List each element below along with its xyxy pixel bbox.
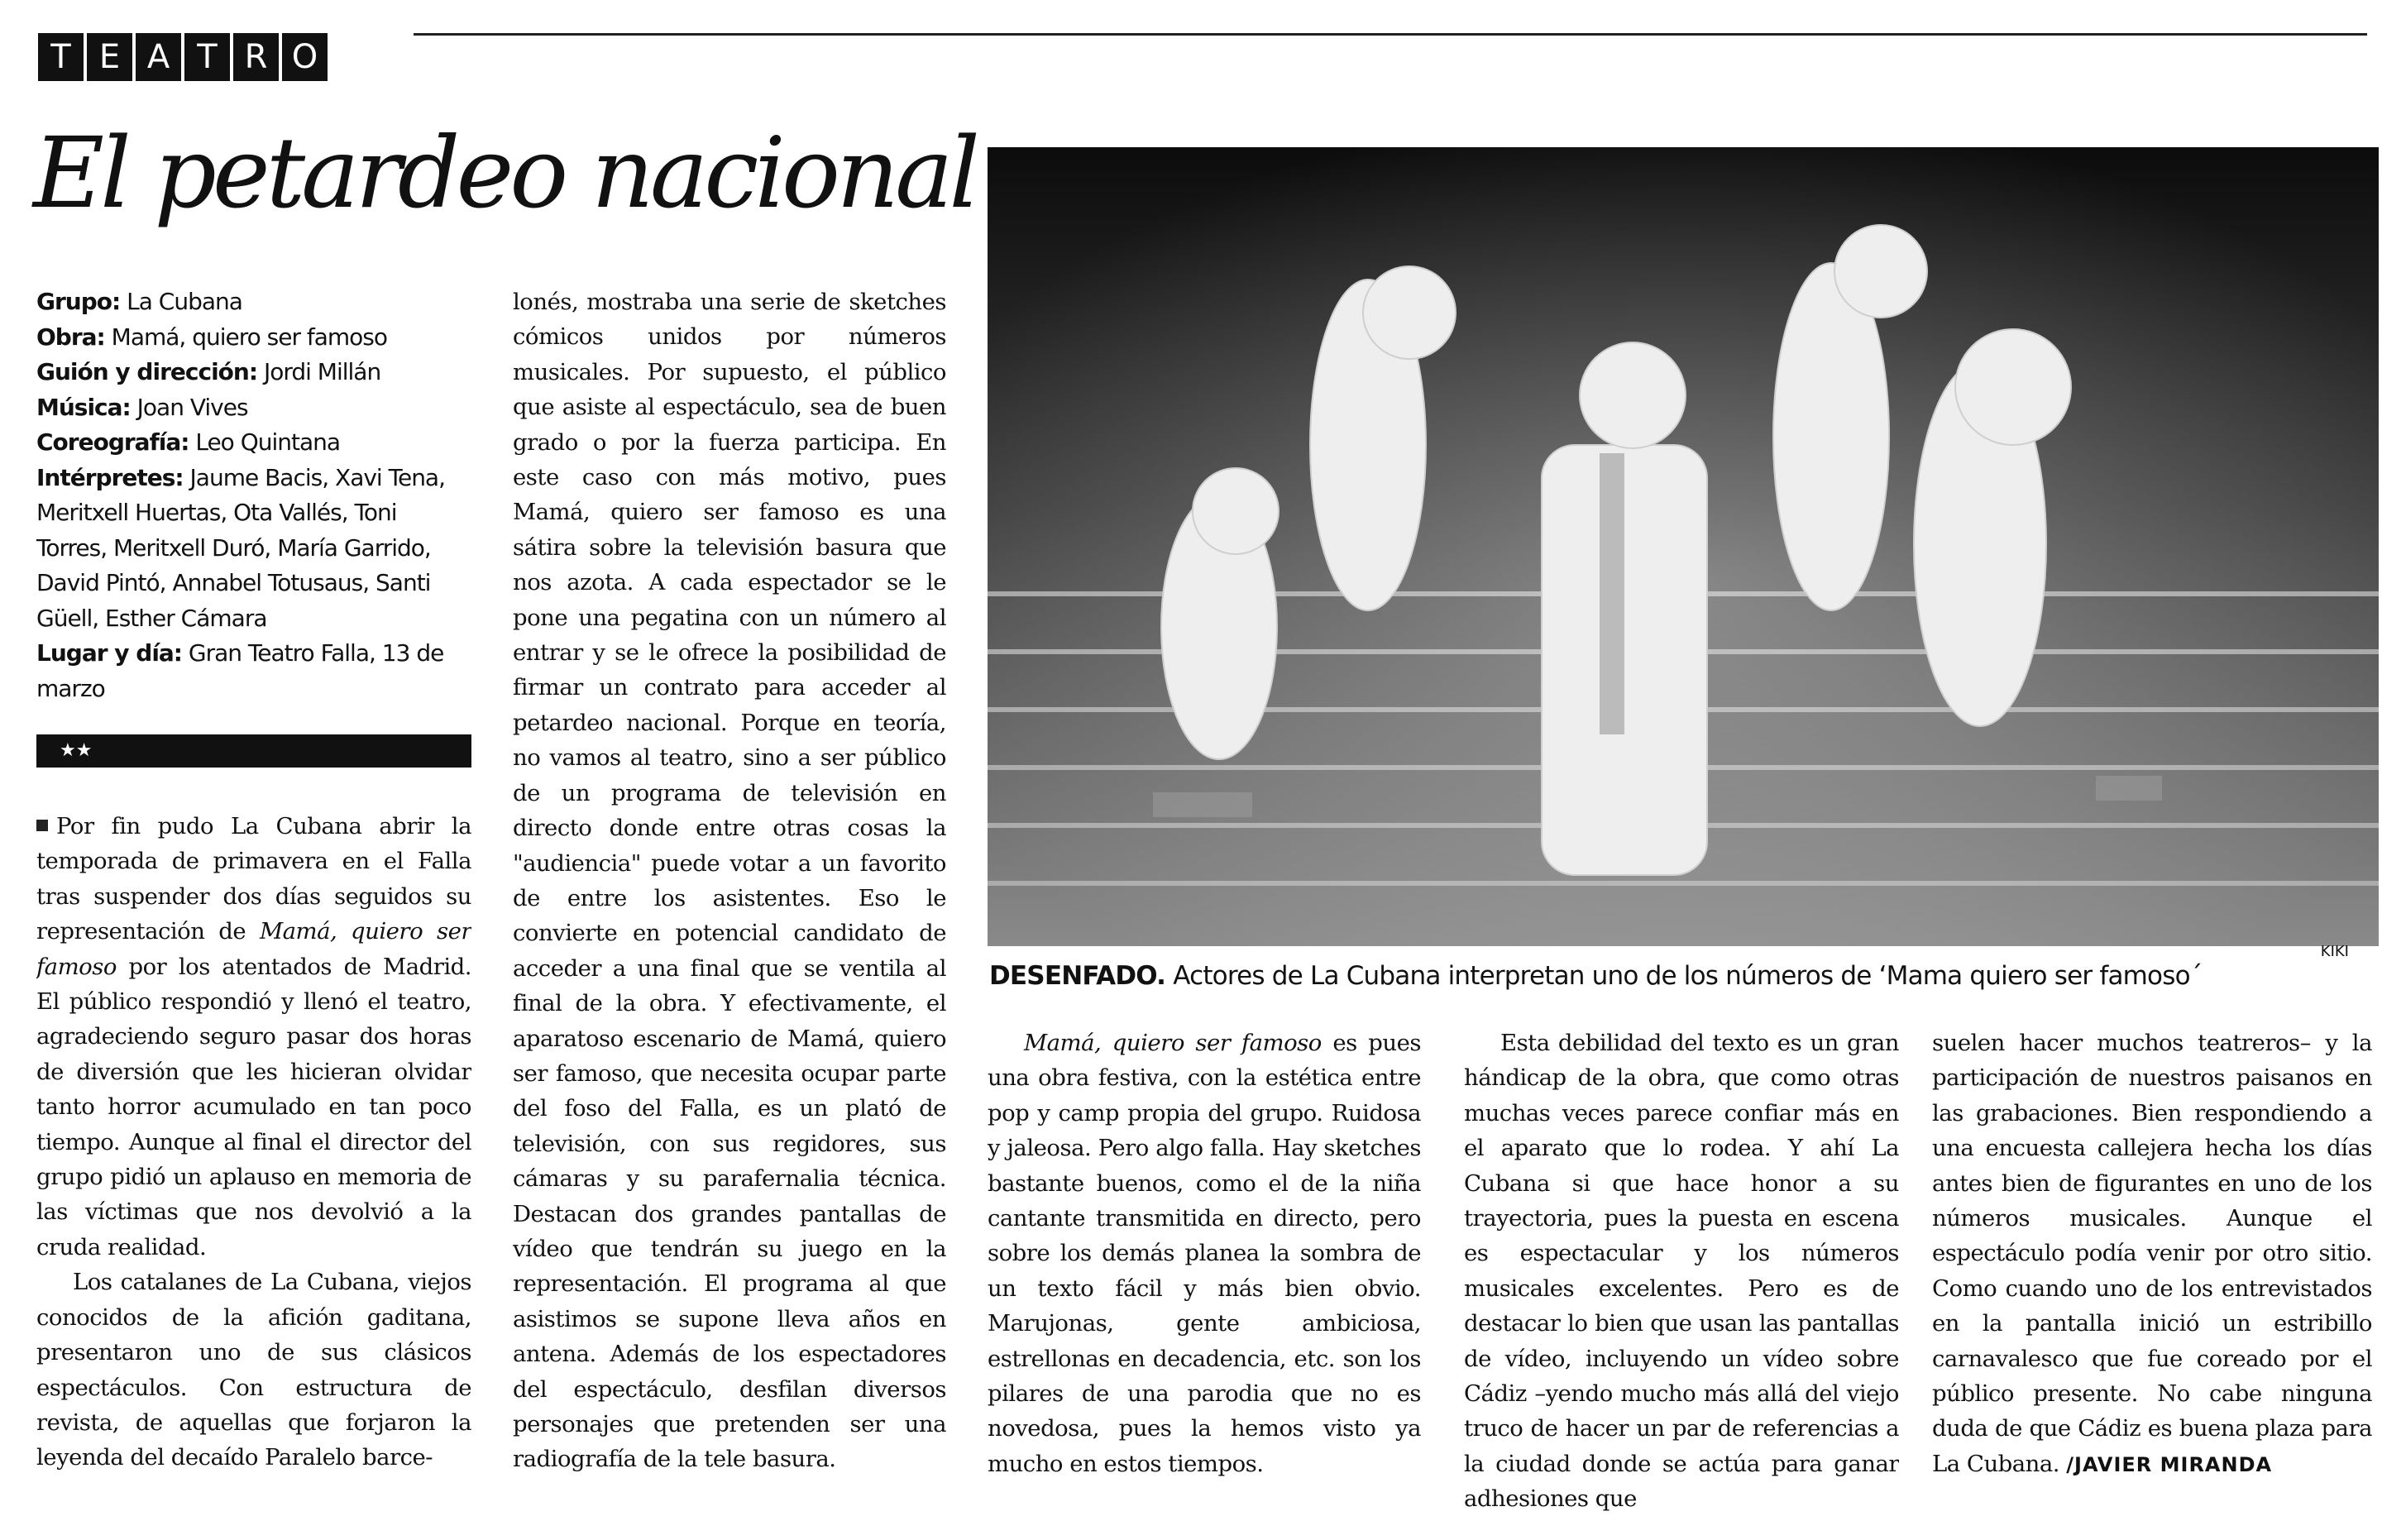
- bullet-square-icon: [36, 820, 48, 831]
- play-title: Mamá, quiero ser famoso: [36, 918, 471, 980]
- credit-line: [36, 285, 466, 320]
- article-paragraph: Esta debilidad del texto es un gran hándicap de la obra, que como otras muchas veces parece confiar más en el aparato que lo rodea. Y ahí La Cubana si que hace honor a su trayectoria, pues la puesta en escena es espectacular y los números musicales excelentes. Pero es de destacar lo bien que usan las pantallas de vídeo, incluyendo un vídeo sobre Cádiz –yendo mucho más allá del viejo truco de hacer un par de referencias a la ciudad donde se actúa para ganar adhesiones que: [1464, 1030, 1899, 1513]
- stage-photo-image: [988, 147, 2379, 946]
- article-paragraph: Los catalanes de La Cubana, viejos conocidos de la afición gaditana, presentaron uno de sus clásicos espectáculos. Con estructura de revista, de aquellas que forjaron la leyenda del decaído Paralelo barce-: [36, 1269, 471, 1471]
- credit-line: [36, 320, 466, 356]
- article-paragraph: suelen hacer muchos teatreros– y la participación de nuestros paisanos en las grabaciones. Bien respondiendo a una encuesta callejera hecha los días antes bien de figurantes en uno de los números musicales. Aunque el espectáculo podía venir por otro sitio. Como cuando uno de los entrevistados en la pantalla inició un estribillo carnavalesco que fue coreado por el público presente. No cabe ninguna duda de que Cádiz es buena plaza para La Cubana. /JAVIER MIRANDA: [1932, 1030, 2372, 1477]
- credit-value: La Cubana: [127, 288, 242, 315]
- article-paragraph: lonés, mostraba una serie de sketches cómicos unidos por números musicales. Por supuesto, el público que asiste al espectáculo, sea de buen grado o por la fuerza participa. En este caso con más motivo, pues Mamá, quiero ser famoso es una sátira sobre la televisión basura que nos azota. A cada espectador se le pone una pegatina con un número al entrar y se le ofrece la posibilidad de firmar un contrato para acceder al petardeo nacional. Porque en teoría, no vamos al teatro, sino a ser público de un programa de televisión en directo donde entre otras cosas la "audiencia" puede votar a un favorito de entre los asistentes. Eso le convierte en potencial candidato de acceder a una final que se ventila al final de la obra. Y efectivamente, el aparatoso escenario de Mamá, quiero ser famoso, que necesita ocupar parte del foso del Falla, es un plató de televisión, con sus regidores, sus cámaras y su parafernalia técnica. Destacan dos grandes pantallas de vídeo que tendrán su juego en la representación. El programa al que asistimos se supone lleva años en antena. Además de los espectadores del espectáculo, desfilan diversos personajes que pretenden ser una radiografía de la tele basura.: [513, 289, 946, 1473]
- section-tag-letter: R: [233, 33, 279, 81]
- credit-label: Grupo:: [36, 288, 121, 315]
- section-tag-letter: O: [282, 33, 328, 81]
- credit-value: Joan Vives: [136, 393, 248, 421]
- article-column-5: [1932, 1026, 2372, 1528]
- stage-photo: [988, 147, 2379, 946]
- credit-label: Intérpretes:: [36, 463, 184, 491]
- credit-line: [36, 390, 466, 426]
- caption-text: Actores de La Cubana interpretan uno de los números de ‘Mama quiero ser famoso´: [1165, 961, 2203, 991]
- rating-bar: [36, 734, 471, 768]
- credit-value: Jordi Millán: [263, 358, 381, 385]
- byline: /JAVIER MIRANDA: [2066, 1452, 2273, 1476]
- rating-stars: ★★: [60, 740, 93, 761]
- section-tag-letter: E: [87, 33, 132, 81]
- credits-box: [36, 285, 466, 706]
- credit-line: [36, 425, 466, 461]
- credit-label: Obra:: [36, 323, 105, 351]
- credit-label: Guión y dirección:: [36, 358, 258, 385]
- credit-line: [36, 461, 466, 637]
- section-tag-letter: A: [136, 33, 181, 81]
- credit-label: Coreografía:: [36, 428, 189, 456]
- article-paragraph: Mamá, quiero ser famoso es pues una obra festiva, con la estética entre pop y camp propia del grupo. Ruidosa y jaleosa. Pero algo falla. Hay sketches bastante buenos, como el de la niña cantante transmitida en directo, pero sobre los demás planea la sombra de un texto fácil y más bien obvio. Marujonas, gente ambiciosa, estrellonas en decadencia, etc. son los pilares de una parodia que no es novedosa, pues la hemos visto ya mucho en estos tiempos.: [988, 1030, 1421, 1477]
- play-title: Mamá, quiero ser famoso: [1024, 1030, 1322, 1056]
- article-paragraph: Por fin pudo La Cubana abrir la temporada de primavera en el Falla tras suspender dos días seguidos su representación de Mamá, quiero ser famoso por los atentados de Madrid. El público respondió y llenó el teatro, agradeciendo seguro pasar dos horas de diversión que les hicieran olvidar tanto horror acumulado en tan poco tiempo. Aunque al final el director del grupo pidió un aplauso en memoria de las víctimas que nos devolvió a la cruda realidad.: [36, 813, 471, 1260]
- credit-value: Leo Quintana: [195, 428, 341, 456]
- headline: El petardeo nacional: [33, 116, 977, 230]
- caption-lead: DESENFADO.: [989, 961, 1166, 991]
- credit-label: Música:: [36, 393, 131, 421]
- article-column-2: [513, 285, 946, 1528]
- section-tag-letter: T: [38, 33, 84, 81]
- section-tag: [38, 33, 331, 81]
- article-column-1: [36, 809, 471, 1528]
- credit-label: Lugar y día:: [36, 639, 183, 667]
- credit-line: [36, 636, 466, 706]
- section-tag-letter: T: [184, 33, 230, 81]
- top-rule: [414, 33, 2367, 36]
- article-column-3: [988, 1026, 1421, 1528]
- credit-value: Mamá, quiero ser famoso: [111, 323, 388, 351]
- article-column-4: [1464, 1026, 1899, 1528]
- credit-value: Gran Teatro Falla, 13 de marzo: [36, 639, 444, 702]
- credit-value: Jaume Bacis, Xavi Tena, Meritxell Huertas, Ota Vallés, Toni Torres, Meritxell Duró, María Garrido, David Pintó, Annabel Totusaus, Santi Güell, Esther Cámara: [36, 463, 445, 632]
- photo-credit: KIKI: [2320, 943, 2349, 960]
- photo-caption: [989, 961, 2354, 991]
- credit-line: [36, 355, 466, 390]
